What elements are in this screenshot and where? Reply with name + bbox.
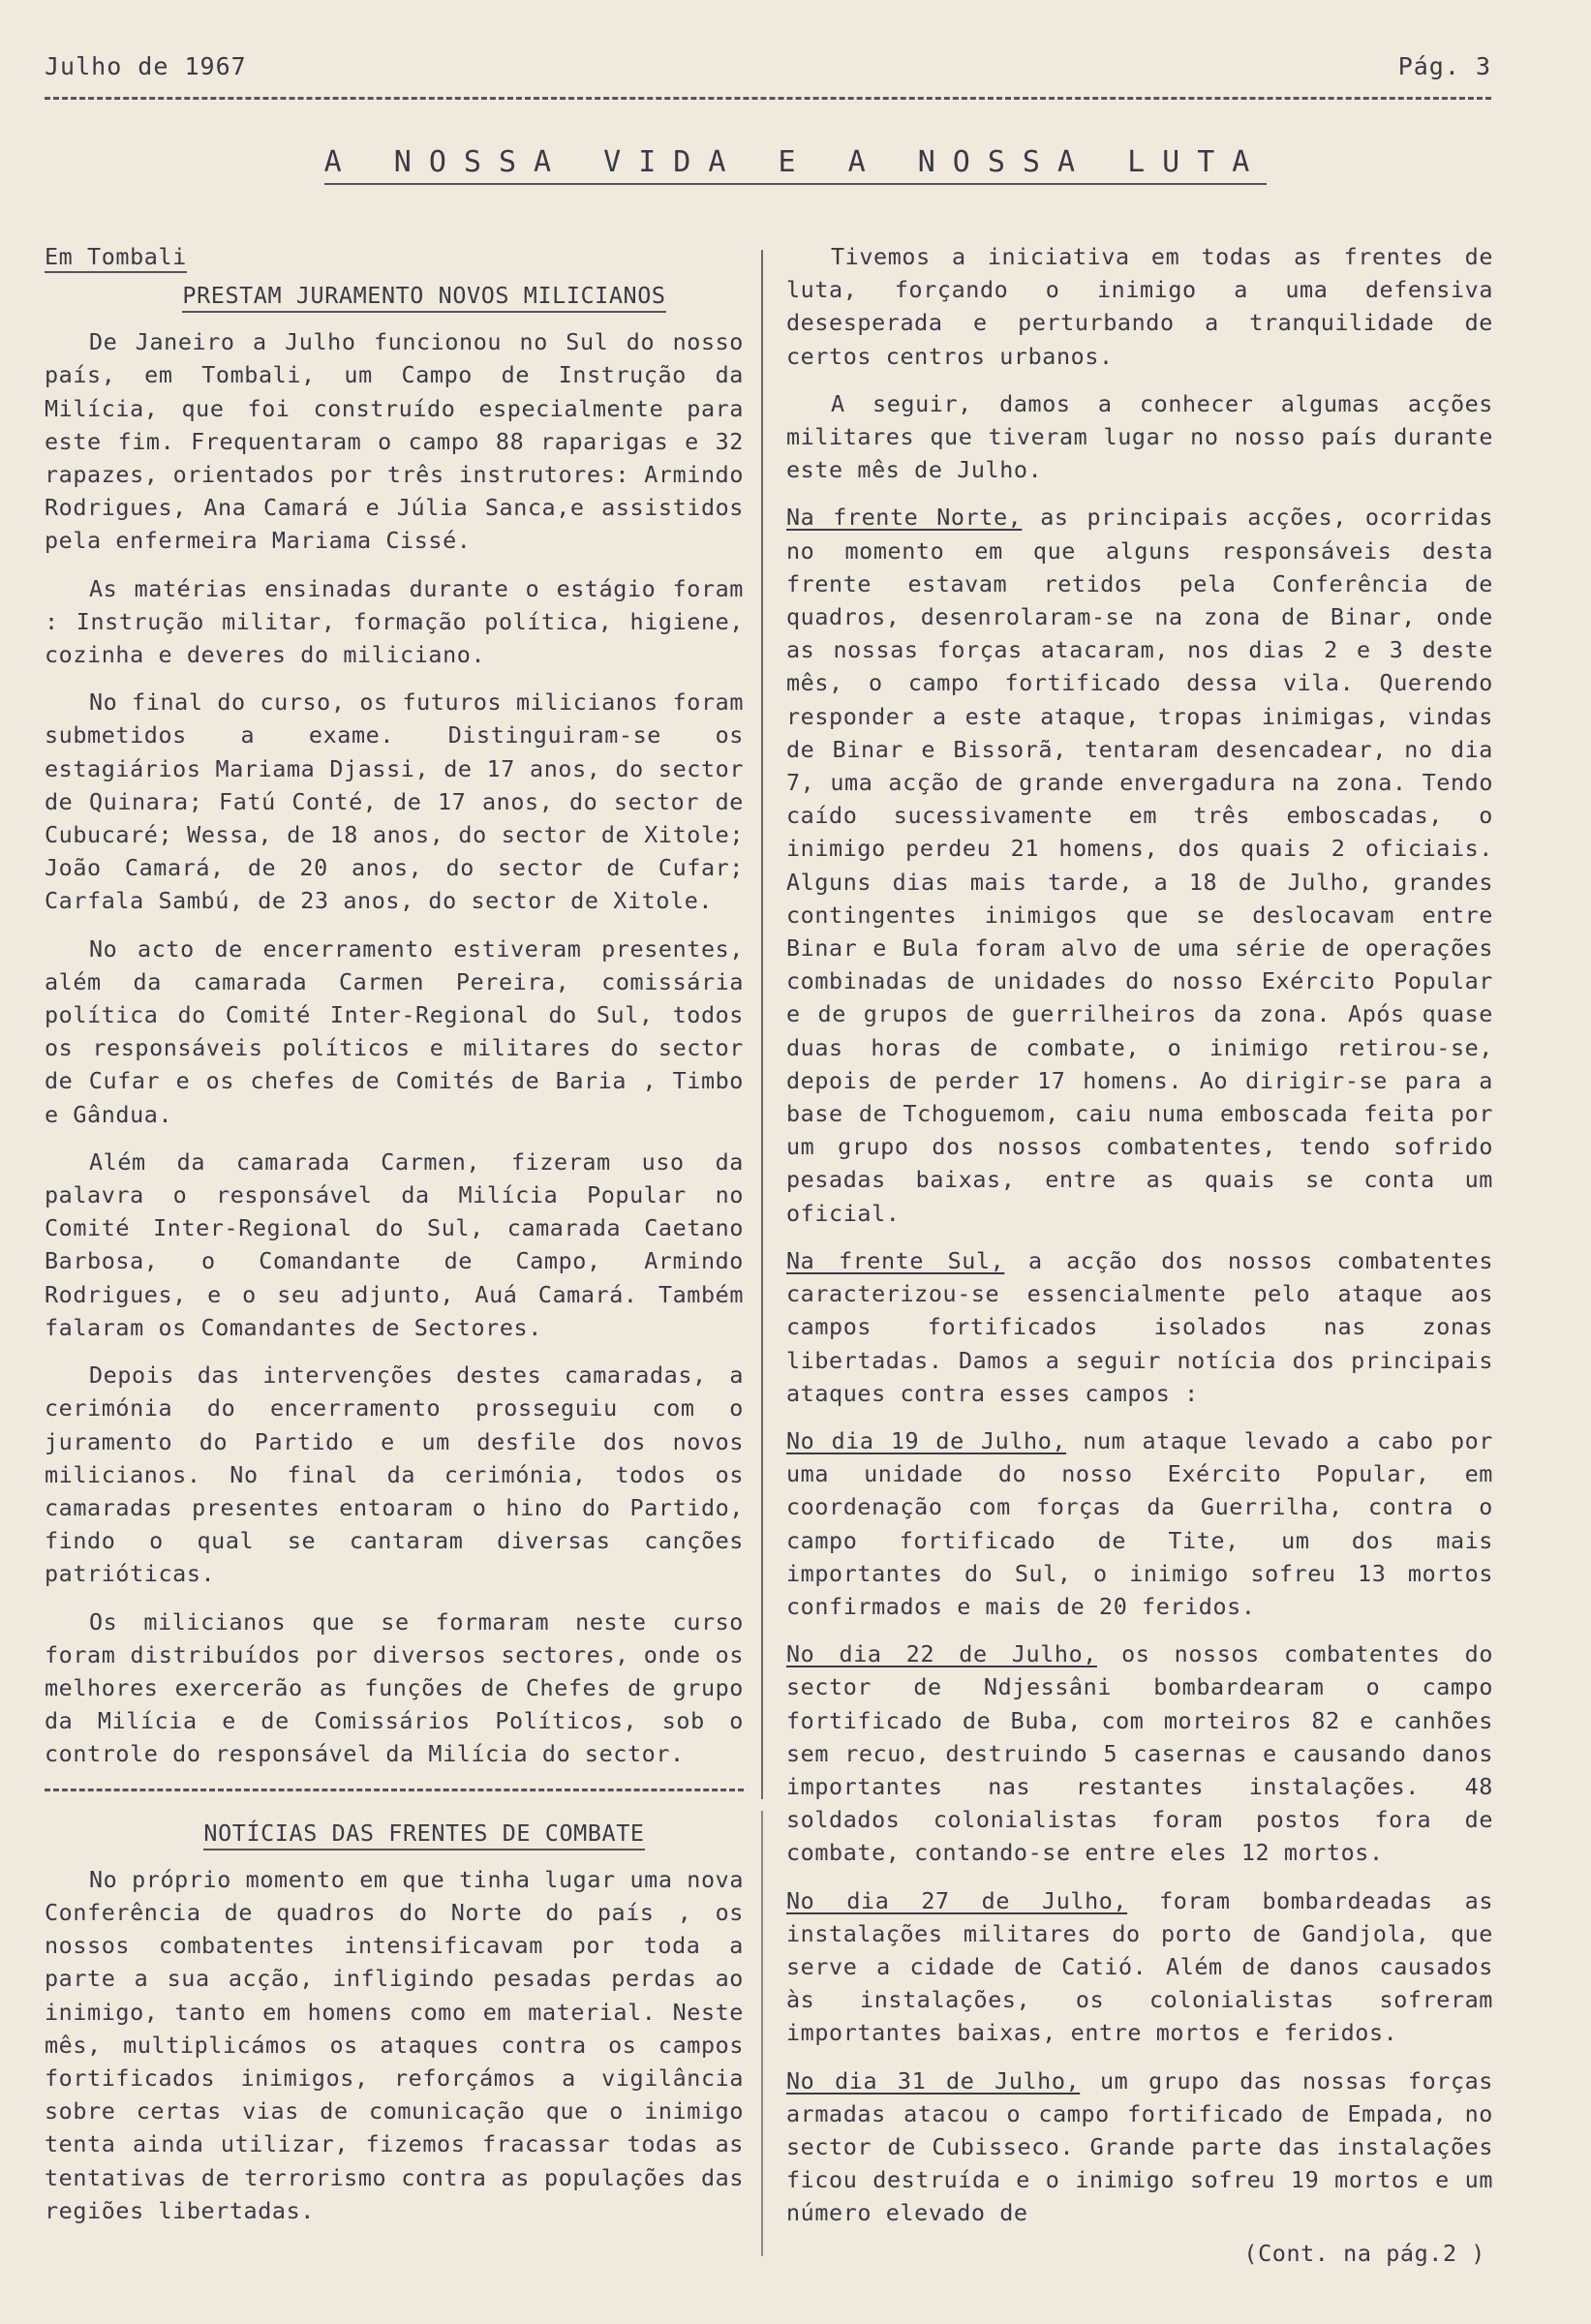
article-paragraph: No final do curso, os futuros milicianos foram submetidos a exame. Distinguiram-se os estagiários Mariama Djassi, de 17 anos, do sector de Quinara; Fatú Conté, de 17 anos, do sector de Cubucaré; Wessa, de 18 anos, do sector de Xitole; João Camará, de 20 anos, do sector de Cufar; Carfala Sambú, de 23 anos, do sector de Xitole. — [45, 688, 744, 915]
news-lead: Na frente Norte, — [786, 504, 1023, 532]
section-heading-text: NOTÍCIAS DAS FRENTES DE COMBATE — [203, 1819, 644, 1850]
news-lead: No dia 31 de Julho, — [786, 2066, 1081, 2095]
news-paragraph — [786, 2064, 1493, 2230]
issue-date: Julho de 1967 — [45, 52, 247, 80]
news-text: Tivemos a iniciativa em todas as frentes de luta, forçando o inimigo a uma defensiva desesperada e perturbando a tranquilidade de certos centros urbanos. — [786, 243, 1493, 370]
news-paragraph — [786, 1244, 1493, 1410]
header-divider — [45, 97, 1491, 100]
article-location: Em Tombali — [45, 242, 187, 273]
section-divider — [45, 1789, 744, 1791]
page-number: Pág. 3 — [1397, 52, 1491, 80]
article-heading-text: PRESTAM JURAMENTO NOVOS MILICIANOS — [182, 282, 665, 313]
page-title — [0, 145, 1591, 179]
article-paragraph: Depois das intervenções destes camaradas, a cerimónia do encerramento prosseguiu com o juramento do Partido e um desfile dos novos milicianos. No final da cerimónia, todos os camaradas presentes entoaram o hino do Partido, findo o qual se cantaram diversas canções patrióticas. — [45, 1361, 744, 1588]
column-divider — [761, 250, 763, 1799]
section-heading — [105, 1817, 744, 1850]
article-paragraph: De Janeiro a Julho funcionou no Sul do nosso país, em Tombali, um Campo de Instrução da Milícia, que foi construído especialmente para este fim. Frequentaram o campo 88 raparigas e 32 rapazes, orientados por três instrutores: Armindo Rodrigues, Ana Camará e Júlia Sanca,e assistidos pela enfermeira Mariama Cissé. — [45, 328, 744, 555]
news-paragraph — [786, 1637, 1493, 1869]
news-paragraph — [786, 387, 1493, 487]
right-column — [786, 240, 1493, 2270]
article-paragraph: As matérias ensinadas durante o estágio foram : Instrução militar, formação política, higiene, cozinha e deveres do miliciano. — [45, 574, 744, 669]
news-lead: Na frente Sul, — [786, 1246, 1005, 1274]
news-text: os nossos combatentes do sector de Ndjessâni bombardearam o campo fortificado de Buba, com morteiros 82 e canhões sem recuo, destruindo 5 casernas e causando danos importantes nas restantes instalações. 48 soldados colonialistas foram postos fora de combate, contando-se entre eles 12 mortos. — [786, 1640, 1493, 1867]
page-title-text: A NOSSA VIDA E A NOSSA LUTA — [324, 145, 1268, 185]
continuation-note: (Cont. na pág.2 ) — [1243, 2239, 1485, 2267]
article-paragraph: No acto de encerramento estiveram presentes, além da camarada Carmen Pereira, comissária política do Comité Inter-Regional do Sul, todos os responsáveis políticos e militares do sector de Cufar e os chefes de Comités de Baria , Timbo e Gândua. — [45, 934, 744, 1128]
news-text: as principais acções, ocorridas no momento em que alguns responsáveis desta frente estavam retidos pela Conferência de quadros, desenrolaram-se na zona de Binar, onde as nossas forças atacaram, nos dias 2 e 3 deste mês, o campo fortificado dessa vila. Querendo responder a este ataque, tropas inimigas, vindas de Binar e Bissorã, tentaram desencadear, no dia 7, uma acção de grande envergadura na zona. Tendo caído sucessivamente em três emboscadas, o inimigo perdeu 21 homens, dos quais 2 oficiais. Alguns dias mais tarde, a 18 de Julho, grandes contingentes inimigos que se deslocavam entre Binar e Bula foram alvo de uma série de operações combinadas de unidades do nosso Exército Popular e de grupos de guerrilheiros da zona. Após quase duas horas de combate, o inimigo retirou-se, depois de perder 17 homens. Ao dirigir-se para a base de Tchoguemom, caiu numa emboscada feita por um grupo dos nossos combatentes, tendo sofrido pesadas baixas, entre as quais se conta um oficial. — [786, 504, 1494, 1227]
news-lead: No dia 22 de Julho, — [786, 1640, 1097, 1668]
left-column — [45, 240, 744, 2242]
news-lead: No dia 27 de Julho, — [786, 1886, 1128, 1914]
news-paragraph — [786, 1884, 1493, 2050]
news-text: A seguir, damos a conhecer algumas acções militares que tiveram lugar no nosso país durante este mês de Julho. — [786, 389, 1493, 484]
news-text: num ataque levado a cabo por uma unidade do nosso Exército Popular, em coordenação com forças da Guerrilha, contra o campo fortificado de Tite, um dos mais importantes do Sul, o inimigo sofreu 13 mortos confirmados e mais de 20 feridos. — [786, 1426, 1493, 1620]
article-paragraph: Além da camarada Carmen, fizeram uso da palavra o responsável da Milícia Popular no Comité Inter-Regional do Sul, camarada Caetano Barbosa, o Comandante de Campo, Armindo Rodrigues, e o seu adjunto, Auá Camará. Também falaram os Comandantes de Sectores. — [45, 1147, 744, 1341]
article-heading — [105, 279, 744, 312]
news-lead: No dia 19 de Julho, — [786, 1426, 1067, 1454]
news-paragraph — [786, 501, 1493, 1229]
news-paragraph — [786, 240, 1493, 373]
news-paragraph — [786, 1424, 1493, 1623]
news-text: a acção dos nossos combatentes caracterizou-se essencialmente pelo ataque aos campos fortificados isolados nas zonas libertadas. Damos a seguir notícia dos principais ataques contra esses campos : — [786, 1246, 1493, 1407]
news-text: foram bombardeadas as instalações militares do porto de Gandjola, que serve a cidade de Catió. Além de danos causados às instalações, os colonialistas sofreram importantes baixas, entre mortos e feridos. — [786, 1886, 1494, 2047]
column-divider-lower — [761, 1811, 763, 2256]
news-text: um grupo das nossas forças armadas atacou o campo fortificado de Empada, no sector de Cubisseco. Grande parte das instalações ficou destruída e o inimigo sofreu 19 mortos e um número elevado de — [786, 2066, 1493, 2227]
article-paragraph: Os milicianos que se formaram neste curso foram distribuídos por diversos sectores, onde os melhores exercerão as funções de Chefes de grupo da Milícia e de Comissários Políticos, sob o controle do responsável da Milícia do sector. — [45, 1607, 744, 1768]
section-paragraph: No próprio momento em que tinha lugar uma nova Conferência de quadros do Norte do país , os nossos combatentes intensificavam por toda a parte a sua acção, infligindo pesadas perdas ao inimigo, tanto em homens como em material. Neste mês, multiplicámos os ataques contra os campos fortificados inimigos, reforçámos a vigilância sobre certas vias de comunicação que o inimigo tenta ainda utilizar, fizemos fracassar todas as tentativas de terrorismo contra as populações das regiões libertadas. — [45, 1865, 744, 2224]
